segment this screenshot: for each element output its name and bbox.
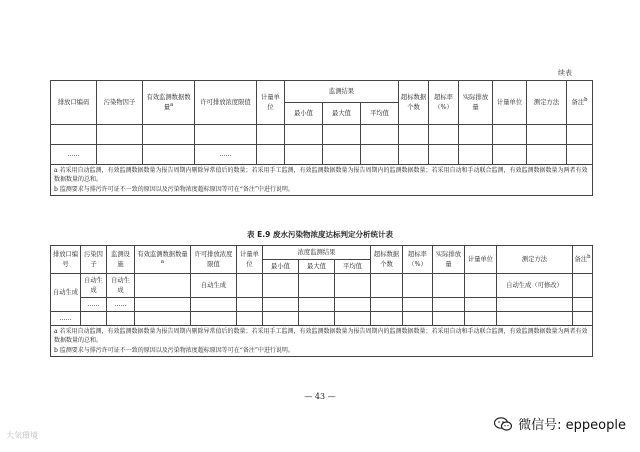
th-avg: 平均值 [335,260,371,274]
auto-method-cell: 自动生成（可修改） [497,274,573,298]
ellipsis-cell: …… [107,298,135,312]
th-actual-emission: 实际排放量 [459,81,493,125]
auto-outlet-cell: 自动生成 [51,274,81,312]
wechat-id: 微信号: eppeople [518,418,626,433]
note-a: a 若采用自动监测，有效监测数据数量为报告周期内剔除异常值后的数量；若采用手工监测，有效监测数据数量为报告周期内的监测数据数量；若采用自动和手动联合监测，有效监测数据数量为两者有效数据数量的总和。 [54,328,588,345]
wastewater-compliance-table [50,245,593,357]
th-actual-emission: 实际排放量 [433,246,465,274]
table-note [51,165,593,196]
th-unit2: 计量单位 [465,246,497,274]
ellipsis-cell: …… [81,298,107,312]
note-a: a 若采用自动监测，有效监测数据数量为报告周期内剔除异常值后的数量；若采用手工监测，有效监测数据数量为报告周期内的监测数据数量；若采用自动和手动联合监测，有效监测数据数量为两者有效数据数量的总和。 [54,167,588,184]
th-unit: 计量单位 [237,246,263,274]
th-pollutant: 污染因子 [81,246,107,274]
auto-facility-cell: 自动生成 [107,274,135,298]
th-exceed-rate: 超标率（%） [429,81,459,125]
th-avg: 平均值 [361,103,399,125]
th-unit: 计量单位 [257,81,285,125]
ellipsis-cell: …… [51,145,97,165]
th-pollutant: 污染物因子 [97,81,143,125]
table-note [51,326,593,357]
th-facility: 监测设施 [107,246,135,274]
th-remark: 备注$^b$ [573,246,593,274]
note-b: b 监测要求与排污许可证不一致的原因以及污染物浓度超标原因等可在“备注”中进行说明。 [54,185,294,193]
th-remark: 备注$^b$ [567,81,593,125]
th-outlet-code: 排放口编码 [51,81,97,125]
page-number: — 43 — [304,392,336,401]
th-outlet-code: 排放口编号 [51,246,81,274]
wechat-icon [494,417,512,431]
th-limit: 许可排放浓度限值 [191,246,237,274]
th-min: 最小值 [263,260,299,274]
table-row [51,312,593,326]
monitoring-table-continued [50,80,593,196]
continued-label: 续表 [558,69,572,77]
th-valid-data: 有效监测数据数量$^a$ [143,81,195,125]
th-method: 测定方法 [497,246,573,274]
th-min: 最小值 [285,103,323,125]
th-unit2: 计量单位 [493,81,527,125]
wechat-watermark [494,414,626,433]
th-method: 测定方法 [527,81,567,125]
table-row [51,145,593,165]
th-valid-data: 有效监测数据数量$^a$ [135,246,191,274]
table-row [51,274,593,298]
th-limit: 许可排放浓度限值 [195,81,257,125]
th-exceed-rate: 超标率（%） [403,246,433,274]
th-exceed-count: 超标数据个数 [399,81,429,125]
auto-limit-cell: 自动生成 [191,274,237,298]
note-b: b 监测要求与排污许可证不一致的原因以及污染物浓度超标原因等可在“备注”中进行说明。 [54,346,294,354]
ellipsis-cell: …… [195,145,257,165]
auto-pollutant-cell: 自动生成 [81,274,107,298]
table-row [51,298,593,312]
th-max: 最大值 [323,103,361,125]
th-results: 监测结果 [285,81,399,103]
table-caption: 表 E.9 废水污染物浓度达标判定分析统计表 [247,230,393,239]
th-results: 浓度监测结果 [263,246,371,260]
table-row [51,125,593,145]
th-max: 最大值 [299,260,335,274]
th-exceed-count: 超标数据个数 [371,246,403,274]
corner-watermark: 大気環境 [6,431,38,440]
ellipsis-cell: …… [51,312,81,326]
